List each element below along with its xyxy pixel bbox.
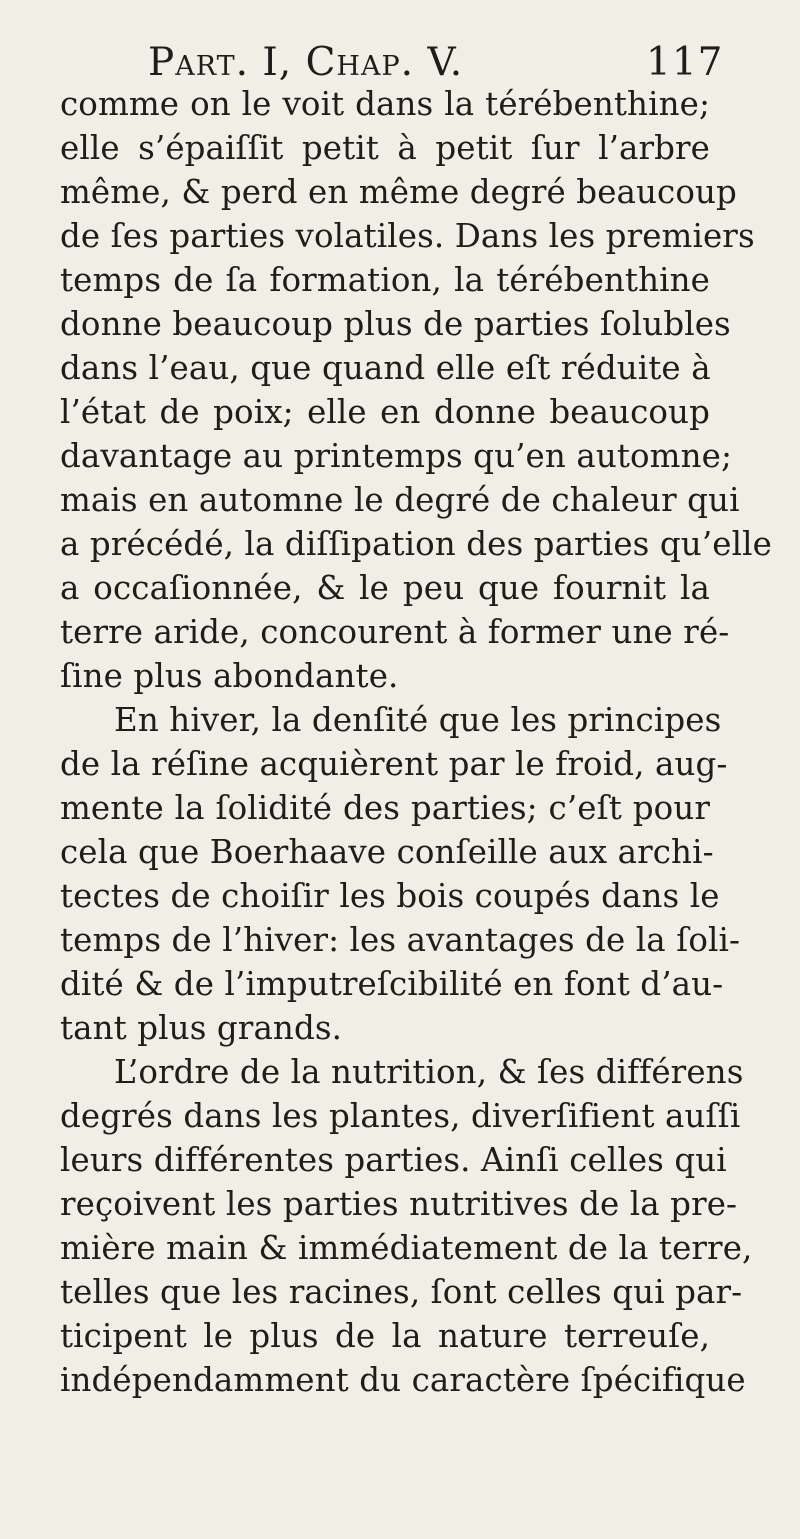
text-line: de ſes parties volatiles. Dans les premiers xyxy=(60,217,755,255)
text-line: mais en automne le degré de chaleur qui xyxy=(60,481,740,519)
paragraph-start-line: L’ordre de la nutrition, & ſes différens xyxy=(114,1053,744,1091)
text-line: dité & de l’imputreſcibilité en font d’au- xyxy=(60,965,724,1003)
text-line: degrés dans les plantes, diverſifient auſſi xyxy=(60,1097,741,1135)
text-line: davantage au printemps qu’en automne; xyxy=(60,437,733,475)
text-line: ticipent le plus de la nature terreuſe, xyxy=(60,1317,710,1355)
text-line: de la réſine acquièrent par le froid, aug- xyxy=(60,745,728,783)
text-line: telles que les racines, ſont celles qui par- xyxy=(60,1273,743,1311)
text-line: tectes de choiſir les bois coupés dans le xyxy=(60,877,720,915)
text-line: ſine plus abondante. xyxy=(60,657,399,695)
text-line: dans l’eau, que quand elle eſt réduite à xyxy=(60,349,711,387)
page-number: 117 xyxy=(646,40,724,85)
text-line: même, & perd en même degré beaucoup xyxy=(60,173,737,211)
text-line: a occaſionnée, & le peu que fournit la xyxy=(60,569,710,607)
text-line: elle s’épaiſſit petit à petit ſur l’arbre xyxy=(60,129,710,167)
text-line: comme on le voit dans la térébenthine; xyxy=(60,85,710,123)
paragraph-start-line: En hiver, la denſité que les principes xyxy=(114,701,722,739)
text-line: reçoivent les parties nutritives de la pre- xyxy=(60,1185,738,1223)
text-line: l’état de poix; elle en donne beaucoup xyxy=(60,393,710,431)
text-line: mière main & immédiatement de la terre, xyxy=(60,1229,753,1267)
text-line: mente la ſolidité des parties; c’eſt pour xyxy=(60,789,710,827)
text-line: terre aride, concourent à former une ré- xyxy=(60,613,730,651)
text-line: indépendamment du caractère ſpécifique xyxy=(60,1361,746,1399)
text-line: cela que Boerhaave conſeille aux archi- xyxy=(60,833,714,871)
text-line: a précédé, la diſſipation des parties qu’elle xyxy=(60,525,772,563)
text-line: temps de l’hiver: les avantages de la ſoli- xyxy=(60,921,741,959)
text-line: tant plus grands. xyxy=(60,1009,343,1047)
running-head: Part. I, Chap. V. xyxy=(148,40,464,85)
text-line: temps de ſa formation, la térébenthine xyxy=(60,261,710,299)
text-line: leurs différentes parties. Ainſi celles qui xyxy=(60,1141,727,1179)
text-line: donne beaucoup plus de parties ſolubles xyxy=(60,305,731,343)
